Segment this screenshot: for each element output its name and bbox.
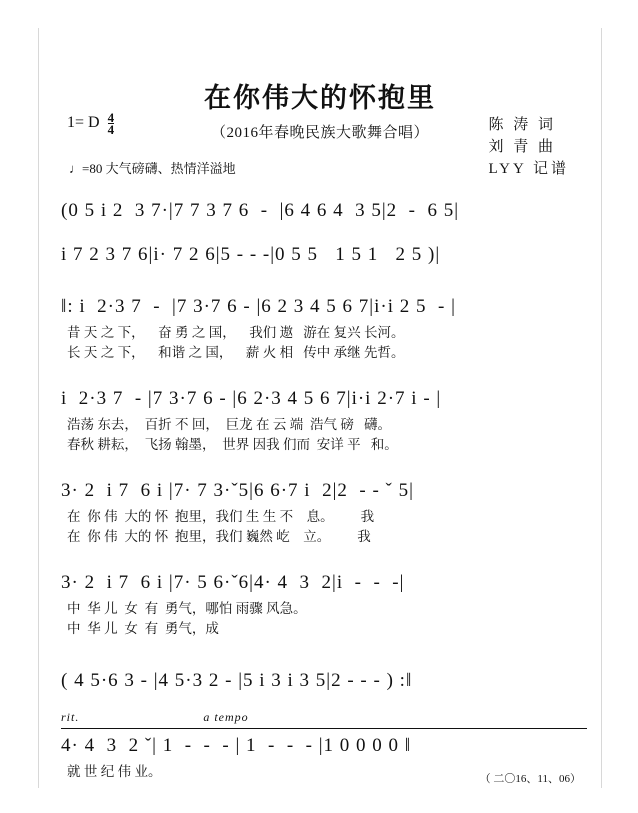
page-subtitle: （2016年春晚民族大歌舞合唱） [210,125,429,141]
credit-transcriber: LYY 记谱 [488,161,569,177]
page-title: 在你伟大的怀抱里 [204,83,436,113]
time-signature-numerator: 4 [107,110,115,125]
music-line [61,196,587,226]
key-label: 1= D [67,114,100,131]
music-line [61,240,587,270]
music-line [61,568,587,640]
lyric-line: 中 华 儿 女 有 勇气，哪怕 雨骤 风急。 [67,601,307,616]
lyric-line: 在 你 伟 大的 怀 抱里，我们 巍然 屹 立。 我 [67,529,371,544]
credit-composer: 刘 青 曲 [488,139,556,155]
lyric-line: 昔 天 之 下， 奋 勇 之 国， 我们 遨 游在 复兴 长河。 [67,325,405,340]
time-signature [107,110,115,137]
music-notes: ( 4 5·6 3 - |4 5·3 2 - |5 i 3 i 3 5|2 - - - ) :‖ [61,670,413,691]
music-notes: ‖: i 2·3 7 - |7 3·7 6 - |6 2 3 4 5 6 7|i·i 2 5 - | [61,296,456,317]
music-notes: 4· 4 3 2 ˇ| 1 - - - | 1 - - - |1 0 0 0 0 ‖ [61,735,412,756]
music-notes: 3· 2 i 7 6 i |7· 7 3·ˇ5|6 6·7 i 2|2 - - ˇ 5| [61,480,414,501]
music-line [61,666,587,696]
time-signature-denominator: 4 [107,122,115,137]
a-tempo-marking: a tempo [203,710,249,724]
lyric-line: 在 你 伟 大的 怀 抱里，我们 生 生 不 息。 我 [67,509,375,524]
music-notes: i 7 2 3 7 6|i· 7 2 6|5 - - -|0 5 5 1 5 1 2 5 )| [61,244,441,265]
credits-block [488,114,569,180]
music-notes: 3· 2 i 7 6 i |7· 5 6·ˇ6|4· 4 3 2|i - - -| [61,572,405,593]
music-notes: i 2·3 7 - |7 3·7 6 - |6 2·3 4 5 6 7|i·i 2·7 i - | [61,388,442,409]
credit-lyricist: 陈 涛 词 [488,117,556,133]
lyric-line: 长 天 之 下， 和谐 之 国， 薪 火 相 传中 承继 先哲。 [67,345,405,360]
tempo-marking: ♩=80 大气磅礴、热情洋溢地 [69,161,236,176]
footer-date: （ 二〇16、11、06） [479,773,581,785]
music-line [61,476,587,548]
expression-row [61,708,587,729]
lyric-line: 春秋 耕耘， 飞扬 翰墨， 世界 因我 们而 安详 平 和。 [67,437,398,452]
music-notes: (0 5 i 2 3 7·|7 7 3 7 6 - |6 4 6 4 3 5|2 - 6 5| [61,200,460,221]
lyric-line: 就 世 纪 伟 业。 [67,764,162,779]
lyric-line: 浩荡 东去， 百折 不 回， 巨龙 在 云 端 浩气 磅 礴。 [67,417,391,432]
sheet-area [38,28,602,788]
rit-marking: rit. [61,710,80,724]
lyric-line: 中 华 儿 女 有 勇气，成 [67,621,219,636]
music-line [61,292,587,364]
key-time-signature [67,110,115,137]
music-line [61,384,587,456]
